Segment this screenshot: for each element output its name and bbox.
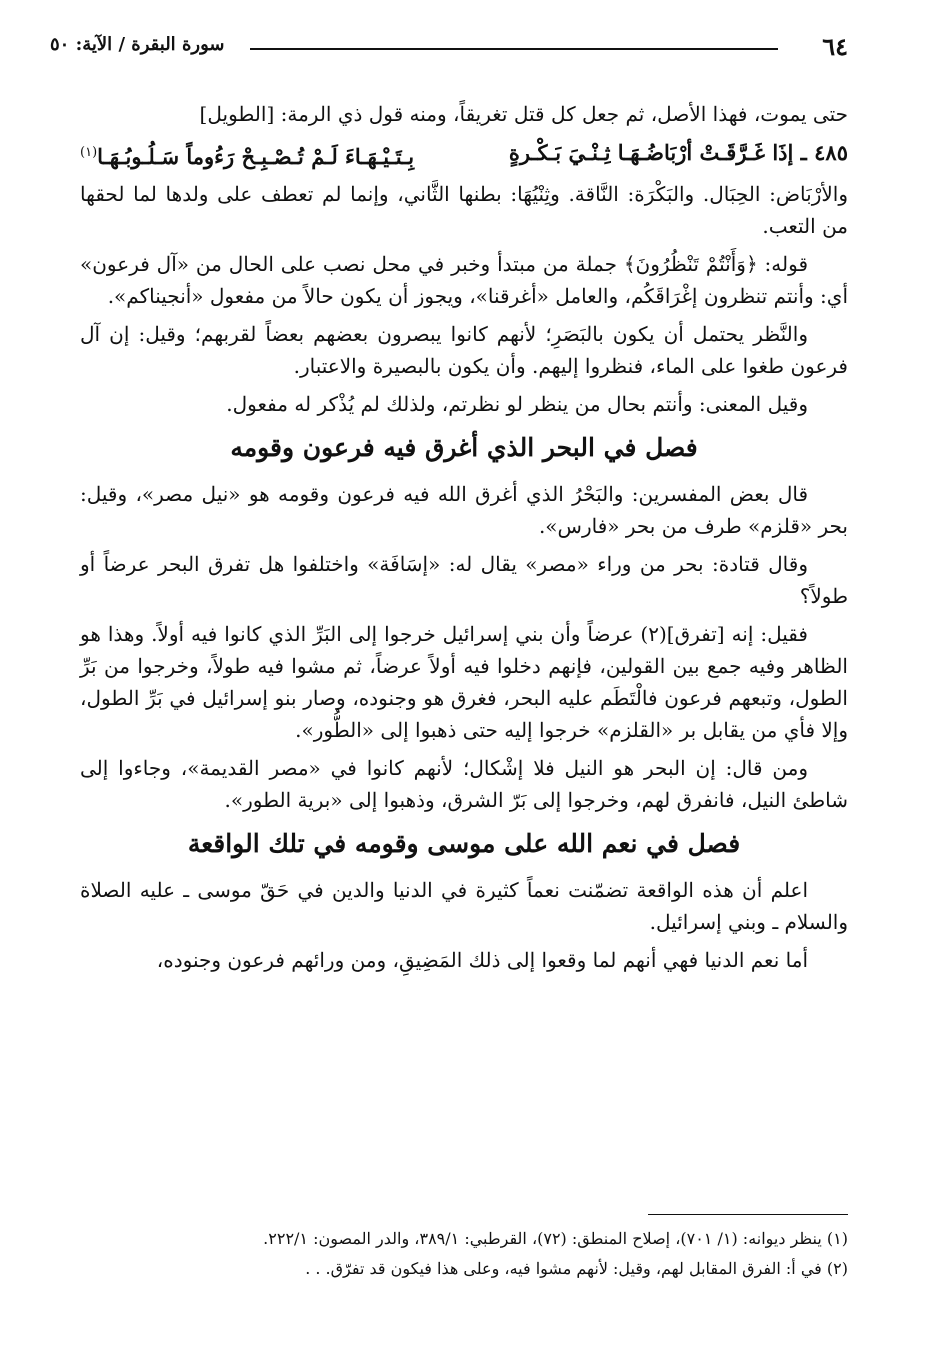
page-number: ٦٤ (822, 32, 848, 61)
poetry-verse (80, 136, 848, 174)
paragraph: قوله: ﴿وَأَنْتُمْ تَنْظُرُونَ﴾ جملة من مبتدأ وخبر في محل نصب على الحال من «آل فرعون» أي: وأنتم تنظرون إغْرَاقَكُم، والعامل «أغرقنا»، ويجوز أن يكون حالاً من مفعول «أنجيناكم». (80, 252, 848, 308)
paragraph: وقيل المعنى: وأنتم بحال من ينظر لو نظرتم، ولذلك لم يُذْكر له مفعول. (226, 392, 808, 416)
page-header (50, 28, 848, 64)
paragraph: اعلم أن هذه الواقعة تضمّنت نعماً كثيرة في الدنيا والدين في حَقّ موسى ـ عليه الصلاة والسلام ـ وبني إسرائيل. (80, 878, 848, 934)
paragraph: والنَّظر يحتمل أن يكون بالبَصَرِ؛ لأنهم كانوا يبصرون بعضهم بعضاً لقربهم؛ وقيل: إن آل فرعون طغوا على الماء، فنظروا إليهم. وأن يكون بالبصيرة والاعتبار. (80, 322, 848, 378)
footnote-rule (648, 1214, 848, 1215)
paragraph: وقال قتادة: بحر من وراء «مصر» يقال له: «إسَافَة» واختلفوا هل تفرق البحر عرضاً أو طولاً؟ (80, 552, 848, 608)
running-title: سورة البقرة / الآية: ٥٠ (50, 34, 225, 55)
footnote-ref-1[interactable]: (١) (80, 145, 98, 160)
paragraph: حتى يموت، فهذا الأصل، ثم جعل كل قتل تغريقاً، ومنه قول ذي الرمة: [الطويل] (199, 102, 848, 126)
paragraph: ومن قال: إن البحر هو النيل فلا إشْكال؛ لأنهم كانوا في «مصر القديمة»، وجاءوا إلى شاطئ النيل، فانفرق لهم، وخرجوا إلى بَرّ الشرق، وذهبوا إلى «برية الطور». (80, 756, 848, 812)
paragraph: فقيل: إنه [تفرق](٢) عرضاً وأن بني إسرائيل خرجوا إلى البَرِّ الذي كانوا فيه أولاً. وهذا هو الظاهر وفيه جمع بين القولين، فإنهم دخلوا فيه أولاً عرضاً، ثم مشوا فيه طولاً، وخرجوا من بَرِّ الطول، وتبعهم فرعون فالْتَطَم عليه البحر، فغرق هو وجنوده، وصار بنو إسرائيل في بَرِّ الطول، وإلا فأي من يقابل بر «القلزم» خرجوا إليه حتى ذهبوا إلى «الطُّور». (80, 622, 848, 742)
verse-second-hemistich (80, 136, 414, 174)
paragraph: والأرْبَاض: الحِبَال. والبَكْرَة: النَّاقة. وثِنْيُهَا: بطنها الثَّاني، وإنما لم تعطف على ولدها لما لحقها من التعب. (80, 182, 848, 238)
verse-first-hemistich: ٤٨٥ ـ إذَا غَـرَّقَـتْ أرْبَاضُـهَـا ثِـنْـيَ بَـكْـرةٍ (508, 140, 848, 165)
paragraph: أما نعم الدنيا فهي أنهم لما وقعوا إلى ذلك المَضِيقِ، ومن ورائهم فرعون وجنوده، (156, 948, 808, 972)
section-heading: فصل في نعم الله على موسى وقومه في تلك الواقعة (187, 829, 741, 858)
header-rule (250, 48, 778, 50)
paragraph: قال بعض المفسرين: والبَحْرُ الذي أغرق الله فيه فرعون وقومه هو «نيل مصر»، وقيل: بحر «قلزم» طرف من بحر «فارس». (80, 482, 848, 538)
page-body (80, 98, 848, 982)
verse-second-text: بِـتَـيْـهَـاءَ لَـمْ تُـصْـبِـحْ رَءُوماً سَـلُـوبُـهَـا (97, 144, 415, 169)
footnote-1: (١) ينظر ديوانه: (١/ ٧٠١)، إصلاح المنطق: (٧٢)، القرطبي: ٣٨٩/١، والدر المصون: ٢٢٢/١. (263, 1229, 848, 1248)
footnotes (120, 1224, 848, 1284)
section-heading: فصل في البحر الذي أغرق فيه فرعون وقومه (230, 433, 698, 462)
footnote-2: (٢) في أ: الفرق المقابل لهم، وقيل: لأنهم مشوا فيه، وعلى هذا فيكون قد تفرّق. . . (305, 1259, 848, 1278)
